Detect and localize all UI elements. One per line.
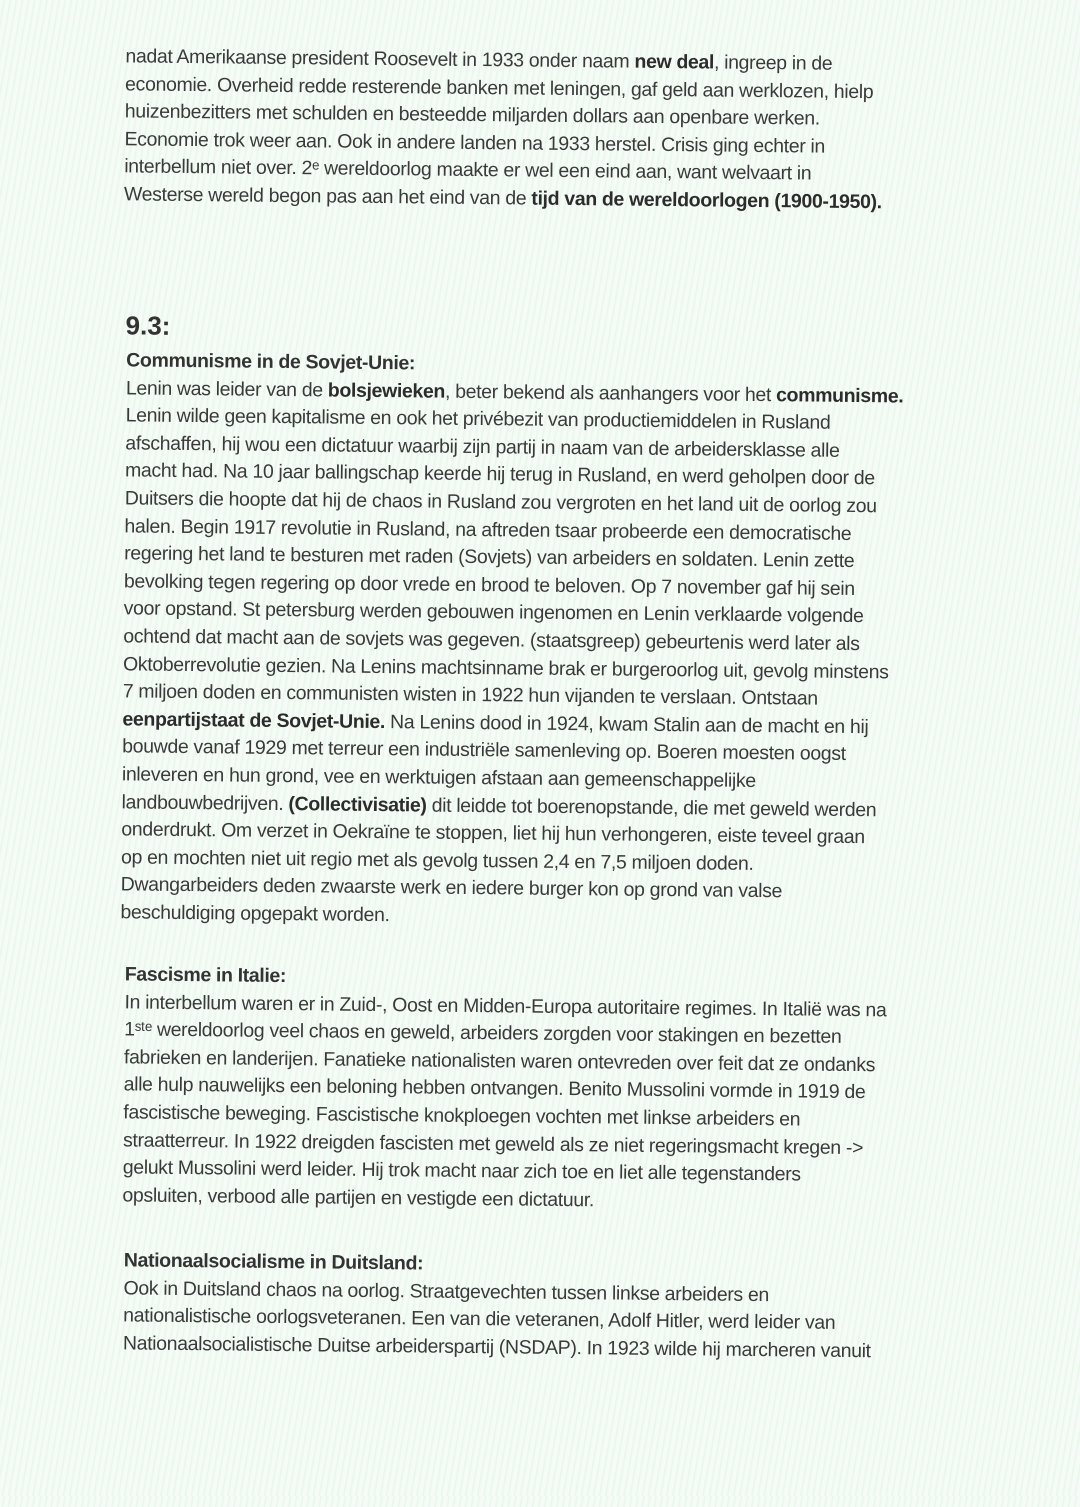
text-line: 7 miljoen doden en communisten wisten in 1922 hun vijanden te verslaan. Ontstaan — [122, 680, 818, 710]
text-line: Westerse wereld begon pas aan het eind van de tijd van de wereldoorlogen (1900-1950). — [123, 183, 882, 214]
text-line: bevolking tegen regering op door vrede en brood te beloven. Op 7 november gaf hij sein — [123, 570, 855, 600]
text-line: voor opstand. St petersburg werden gebouwen ingenomen en Lenin verklaarde volgende — [123, 597, 864, 628]
text-line: fascistische beweging. Fascistische knokploegen vochten met linkse arbeiders en — [123, 1101, 801, 1131]
intro-paragraph — [124, 43, 884, 216]
text-line: In interbellum waren er in Zuid-, Oost en Midden-Europa autoritaire regimes. In Italië was na — [124, 990, 887, 1021]
text-line: Dwangarbeiders deden zwaarste werk en iedere burger kon op grond van valse — [120, 873, 783, 903]
text-line: nationalistische oorlogsveteranen. Een van die veteranen, Adolf Hitler, werd leider van — [123, 1304, 836, 1335]
text-line: alle hulp nauwelijks een beloning hebben ontvangen. Benito Mussolini vormde in 1919 de — [123, 1073, 866, 1104]
text-line: economie. Overheid redde resterende banken met leningen, gaf geld aan werklozen, hielp — [125, 72, 874, 103]
text-line: straatterreur. In 1922 dreigden fascisten met geweld als ze niet regeringsmacht kregen -> — [122, 1128, 864, 1159]
text-line: 1ˢᵗᵉ wereldoorlog veel chaos en geweld, arbeiders zorgden voor stakingen en bezetten — [124, 1018, 842, 1049]
text-line: Ook in Duitsland chaos na oorlog. Straatgevechten tussen linkse arbeiders en — [123, 1276, 770, 1306]
text-line: huizenbezitters met schulden en besteedde miljarden dollars aan openbare werken. — [124, 100, 820, 130]
text-line: onderdrukt. Om verzet in Oekraïne te stoppen, liet hij hun verhongeren, eiste teveel graan — [121, 818, 865, 849]
text-line: Oktoberrevolutie gezien. Na Lenins machtsinname brak er burgeroorlog uit, gevolg minstens — [122, 652, 889, 683]
text-line: regering het land te besturen met raden (Sovjets) van arbeiders en soldaten. Lenin zette — [124, 542, 855, 573]
text-line: halen. Begin 1917 revolutie in Rusland, na aftreden tsaar probeerde een democratische — [124, 514, 852, 545]
communism-heading: Communisme in de Sovjet-Unie: — [126, 349, 416, 375]
intro-text — [124, 43, 884, 216]
nazism-heading: Nationaalsocialisme in Duitsland: — [123, 1249, 424, 1275]
text-line: landbouwbedrijven. (Collectivisatie) dit leidde tot boerenopstande, die met geweld werden — [121, 790, 877, 821]
text-line: afschaffen, hij wou een dictatuur waarbij zijn partij in naam van de arbeidersklasse alle — [125, 432, 840, 462]
text-line: Lenin wilde geen kapitalisme en ook het privébezit van productiemiddelen in Rusland — [125, 404, 831, 434]
fascism-section — [122, 961, 886, 1217]
text-line: interbellum niet over. 2ᵉ wereldoorlog maakte er wel een eind aan, want welvaart in — [124, 155, 812, 185]
text-line: Economie trok weer aan. Ook in andere landen na 1933 herstel. Crisis ging echter in — [124, 128, 826, 158]
section-number: 9.3: — [125, 310, 171, 341]
text-line: ochtend dat macht aan de sovjets was gegeven. (staatsgreep) gebeurtenis werd later als — [123, 625, 860, 655]
text-line: eenpartijstaat de Sovjet-Unie. Na Lenins dood in 1924, kwam Stalin aan de macht en hij — [122, 708, 869, 738]
section-9-3 — [125, 310, 170, 341]
text-line: opsluiten, verbood alle partijen en vestigde een dictatuur. — [122, 1184, 595, 1212]
nazism-text — [123, 1275, 872, 1366]
text-line: gelukt Mussolini werd leider. Hij trok macht naar zich toe en liet alle tegenstanders — [122, 1156, 801, 1186]
text-line: inleveren en hun grond, vee en werktuigen afstaan aan gemeenschappelijke — [121, 763, 756, 792]
text-line: Nationaalsocialistische Duitse arbeiderspartij (NSDAP). In 1923 wilde hij marcheren vanuit — [122, 1332, 871, 1362]
text-line: op en mochten niet uit regio met als gevolg tussen 2,4 en 7,5 miljoen doden. — [120, 846, 754, 875]
text-line: nadat Amerikaanse president Roosevelt in 1933 onder naam new deal, ingreep in de — [125, 45, 833, 75]
nazism-section — [123, 1247, 872, 1365]
fascism-text — [122, 989, 886, 1218]
text-line: beschuldiging opgepakt worden. — [120, 901, 390, 927]
text-line: bouwde vanaf 1929 met terreur een industriële samenleving op. Boeren moesten oogst — [122, 735, 846, 766]
text-line: Lenin was leider van de bolsjewieken, beter bekend als aanhangers voor het communisme. — [125, 376, 904, 408]
fascism-heading: Fascisme in Italie: — [124, 963, 287, 988]
text-line: fabrieken en landerijen. Fanatieke nationalisten waren ontevreden over feit dat ze ondanks — [123, 1046, 876, 1077]
communism-section — [120, 347, 903, 935]
text-line: macht had. Na 10 jaar ballingschap keerde hij terug in Rusland, en werd geholpen door de — [124, 459, 875, 490]
communism-text — [120, 375, 903, 935]
text-line: Duitsers die hoopte dat hij de chaos in Rusland zou vergroten en het land uit de oorlog zou — [124, 487, 877, 518]
